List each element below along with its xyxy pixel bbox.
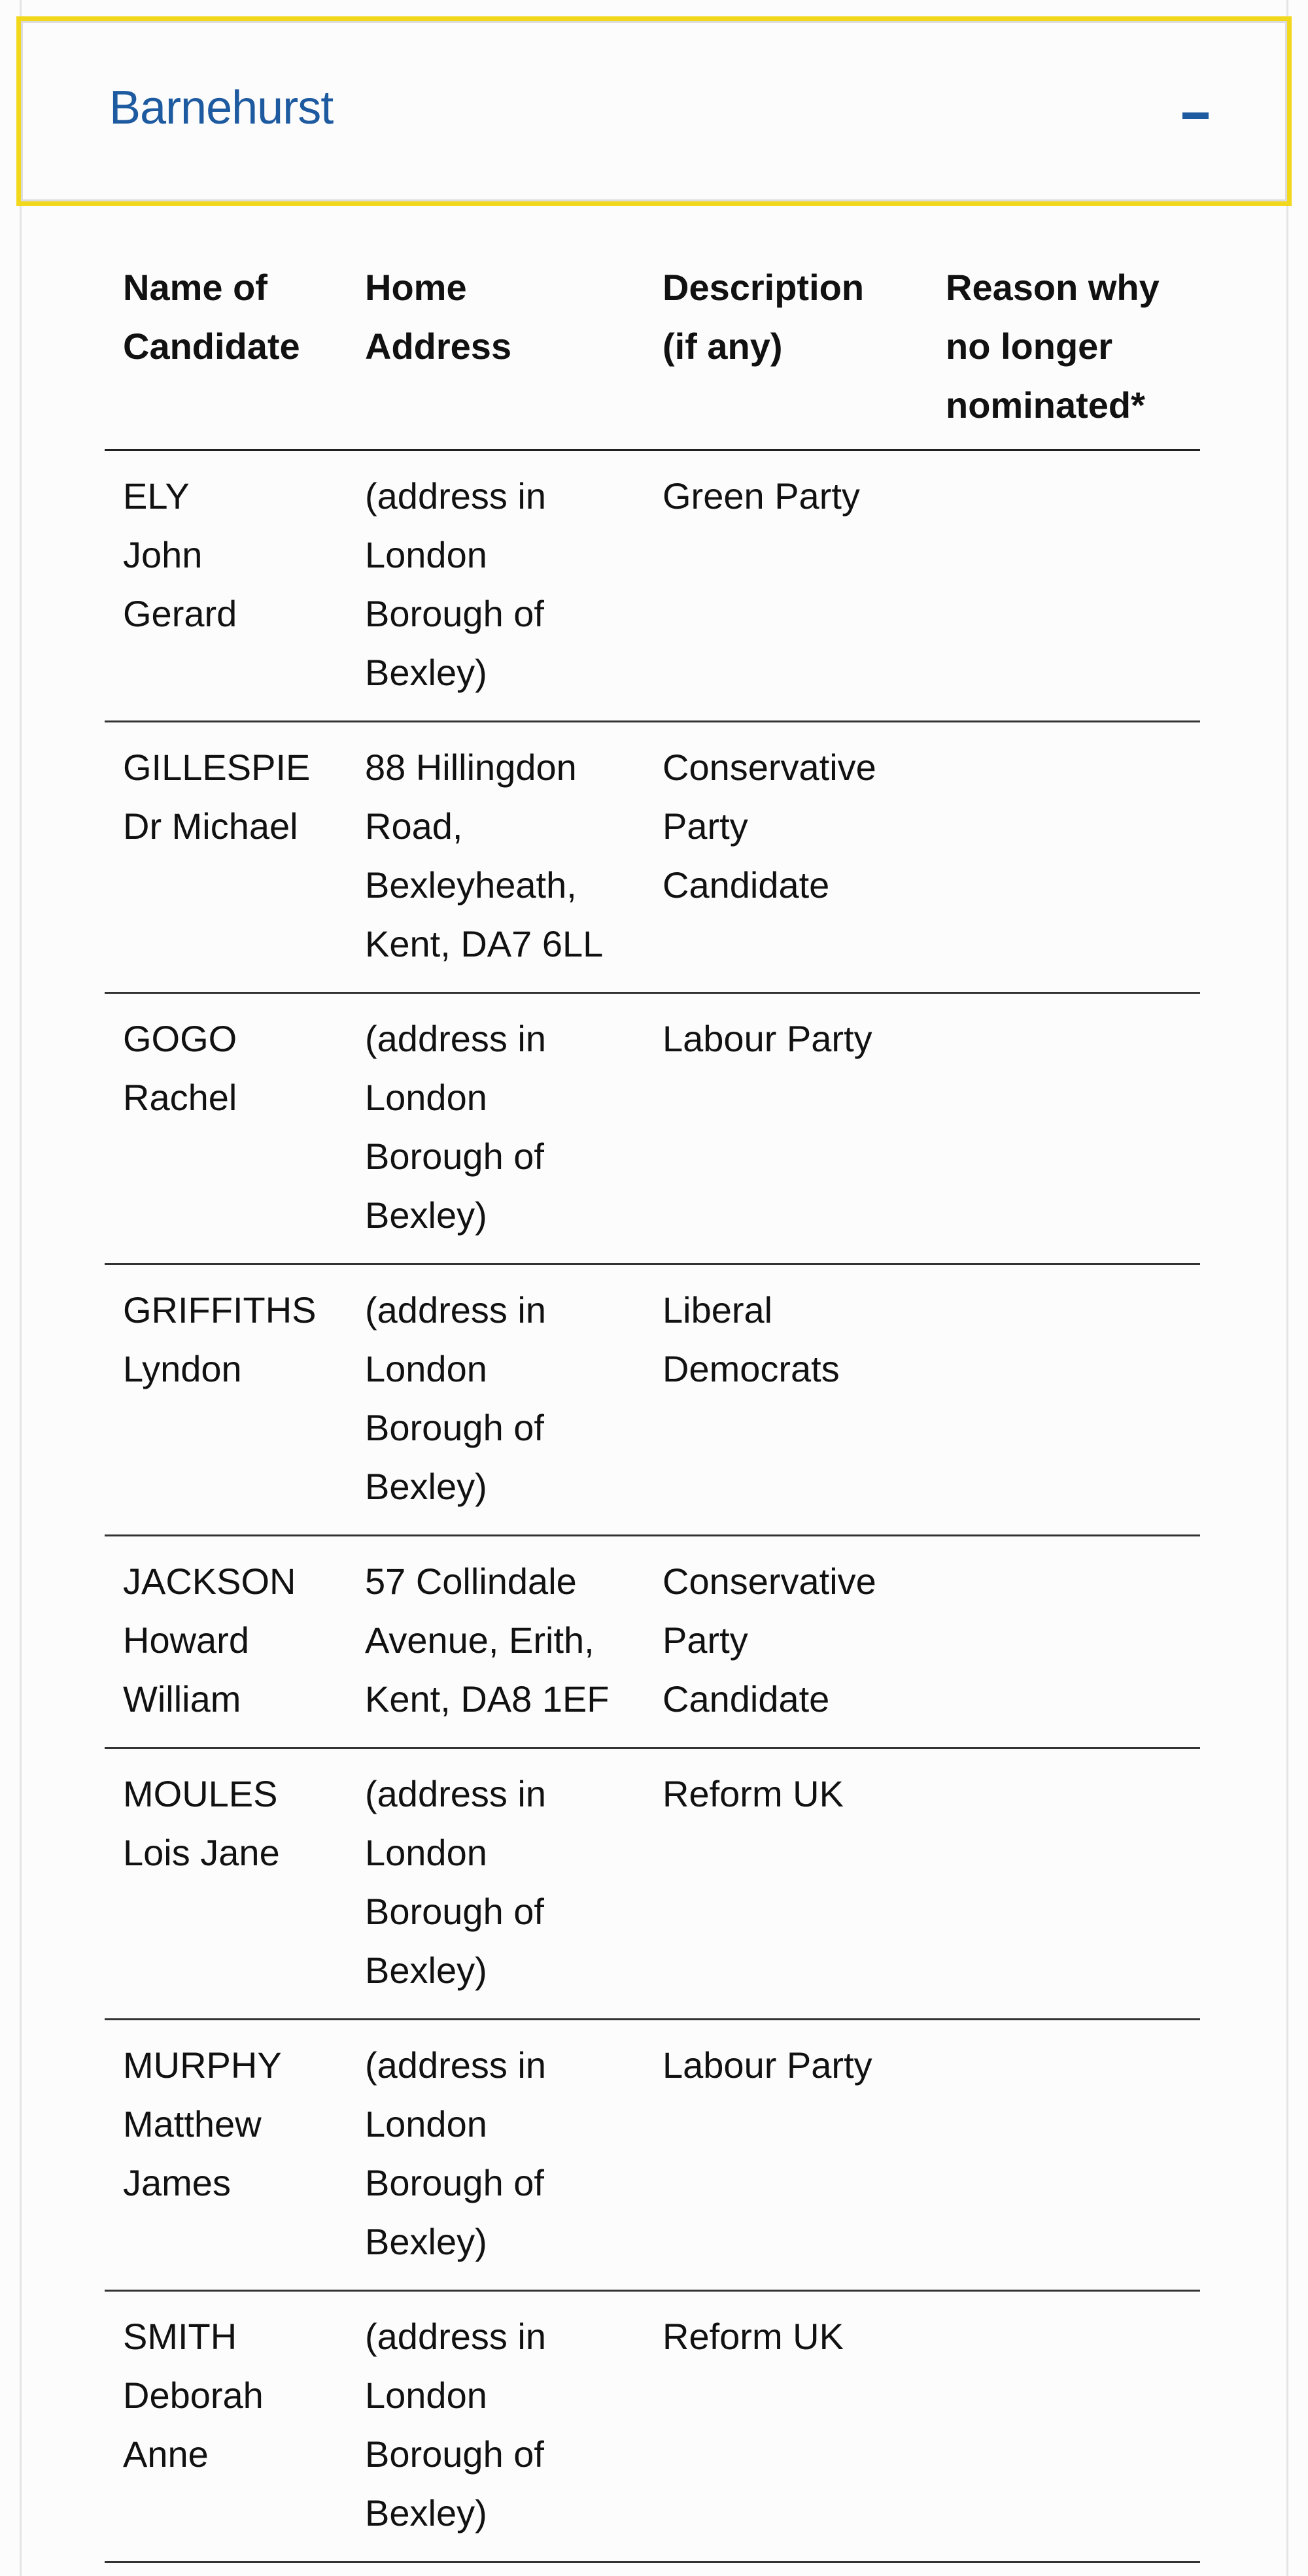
cell-address: [347, 2020, 644, 2291]
cell-reason: [927, 2291, 1200, 2562]
description-line: Party: [663, 805, 748, 847]
description-line: Party: [663, 1619, 748, 1661]
cell-description: [644, 1264, 927, 1536]
address-line: Bexley): [365, 1195, 487, 1236]
description-line: Labour Party: [663, 1018, 872, 1059]
name-line: GILLESPIE: [123, 747, 311, 788]
cell-name: [105, 722, 347, 993]
name-line: William: [123, 1678, 241, 1720]
cell-name: [105, 993, 347, 1264]
name-line: James: [123, 2162, 231, 2203]
table-row: [105, 1748, 1200, 2020]
cell-description: [644, 2291, 927, 2562]
cell-reason: [927, 993, 1200, 1264]
cell-description: [644, 1748, 927, 2020]
description-line: Conservative: [663, 747, 876, 788]
address-line: (address in: [365, 2044, 547, 2086]
name-line: Deborah: [123, 2375, 264, 2416]
name-line: Lois Jane: [123, 1832, 280, 1873]
table-row: [105, 993, 1200, 1264]
table-row: [105, 450, 1200, 722]
header-text: Home: [365, 267, 467, 308]
description-line: Liberal: [663, 1289, 773, 1330]
header-text: no longer: [946, 326, 1113, 367]
candidates-table: [105, 258, 1200, 2563]
header-text: Address: [365, 326, 512, 367]
cell-description: [644, 450, 927, 722]
cell-name: [105, 1264, 347, 1536]
cell-address: [347, 1264, 644, 1536]
cell-description: [644, 1536, 927, 1748]
cell-address: [347, 450, 644, 722]
description-line: Democrats: [663, 1348, 840, 1389]
address-line: (address in: [365, 1773, 547, 1814]
header-text: Description: [663, 267, 865, 308]
name-line: Lyndon: [123, 1348, 242, 1389]
header-text: Name of: [123, 267, 267, 308]
description-line: Reform UK: [663, 2316, 844, 2357]
cell-address: [347, 1748, 644, 2020]
cell-address: [347, 1536, 644, 1748]
name-line: MURPHY: [123, 2044, 282, 2086]
header-text: nominated*: [946, 384, 1145, 426]
cell-reason: [927, 1264, 1200, 1536]
address-line: Bexley): [365, 1466, 487, 1507]
cell-address: [347, 2291, 644, 2562]
cell-reason: [927, 450, 1200, 722]
address-line: (address in: [365, 1289, 547, 1330]
address-line: London: [365, 534, 487, 575]
description-line: Labour Party: [663, 2044, 872, 2086]
description-line: Green Party: [663, 475, 860, 517]
cell-name: [105, 1536, 347, 1748]
name-line: ELY: [123, 475, 190, 517]
name-line: Howard: [123, 1619, 249, 1661]
minus-icon[interactable]: [1182, 112, 1209, 119]
header-text: Candidate: [123, 326, 300, 367]
name-line: Anne: [123, 2433, 209, 2475]
accordion-header-barnehurst[interactable]: [16, 16, 1292, 206]
header-name-of-candidate: [105, 258, 347, 450]
accordion-title: Barnehurst: [109, 82, 334, 134]
address-line: Borough of: [365, 2162, 544, 2203]
address-line: Bexley): [365, 2221, 487, 2262]
address-line: Borough of: [365, 1136, 544, 1177]
name-line: John: [123, 534, 203, 575]
address-line: Borough of: [365, 2433, 544, 2475]
name-line: JACKSON: [123, 1561, 296, 1602]
header-text: (if any): [663, 326, 783, 367]
address-line: (address in: [365, 1018, 547, 1059]
address-line: 57 Collindale: [365, 1561, 577, 1602]
cell-address: [347, 993, 644, 1264]
address-line: Borough of: [365, 593, 544, 634]
cell-description: [644, 722, 927, 993]
header-reason: [927, 258, 1200, 450]
description-line: Candidate: [663, 1678, 830, 1720]
table-row: [105, 722, 1200, 993]
cell-description: [644, 2020, 927, 2291]
address-line: Borough of: [365, 1891, 544, 1932]
address-line: 88 Hillingdon: [365, 747, 577, 788]
table-header-row: [105, 258, 1200, 450]
cell-reason: [927, 2020, 1200, 2291]
description-line: Reform UK: [663, 1773, 844, 1814]
table-row: [105, 2291, 1200, 2562]
cell-reason: [927, 1748, 1200, 2020]
name-line: Gerard: [123, 593, 237, 634]
address-line: London: [365, 2103, 487, 2144]
cell-name: [105, 2020, 347, 2291]
name-line: Matthew: [123, 2103, 262, 2144]
cell-name: [105, 450, 347, 722]
table-row: [105, 1264, 1200, 1536]
name-line: GRIFFITHS: [123, 1289, 317, 1330]
table-row: [105, 2020, 1200, 2291]
address-line: Kent, DA7 6LL: [365, 923, 604, 964]
address-line: (address in: [365, 2316, 547, 2357]
cell-address: [347, 722, 644, 993]
cell-name: [105, 2291, 347, 2562]
address-line: Bexley): [365, 2492, 487, 2534]
address-line: London: [365, 2375, 487, 2416]
table-row: [105, 1536, 1200, 1748]
cell-reason: [927, 722, 1200, 993]
description-line: Conservative: [663, 1561, 876, 1602]
address-line: Borough of: [365, 1407, 544, 1448]
cell-reason: [927, 1536, 1200, 1748]
address-line: Kent, DA8 1EF: [365, 1678, 610, 1720]
description-line: Candidate: [663, 864, 830, 906]
address-line: (address in: [365, 475, 547, 517]
address-line: Road,: [365, 805, 463, 847]
address-line: London: [365, 1348, 487, 1389]
cell-description: [644, 993, 927, 1264]
cell-name: [105, 1748, 347, 2020]
address-line: Avenue, Erith,: [365, 1619, 594, 1661]
address-line: Bexleyheath,: [365, 864, 577, 906]
header-description: [644, 258, 927, 450]
address-line: Bexley): [365, 652, 487, 693]
header-home-address: [347, 258, 644, 450]
name-line: Dr Michael: [123, 805, 298, 847]
name-line: GOGO: [123, 1018, 237, 1059]
name-line: Rachel: [123, 1077, 237, 1118]
name-line: SMITH: [123, 2316, 237, 2357]
address-line: London: [365, 1832, 487, 1873]
header-text: Reason why: [946, 267, 1160, 308]
address-line: Bexley): [365, 1950, 487, 1991]
address-line: London: [365, 1077, 487, 1118]
name-line: MOULES: [123, 1773, 278, 1814]
